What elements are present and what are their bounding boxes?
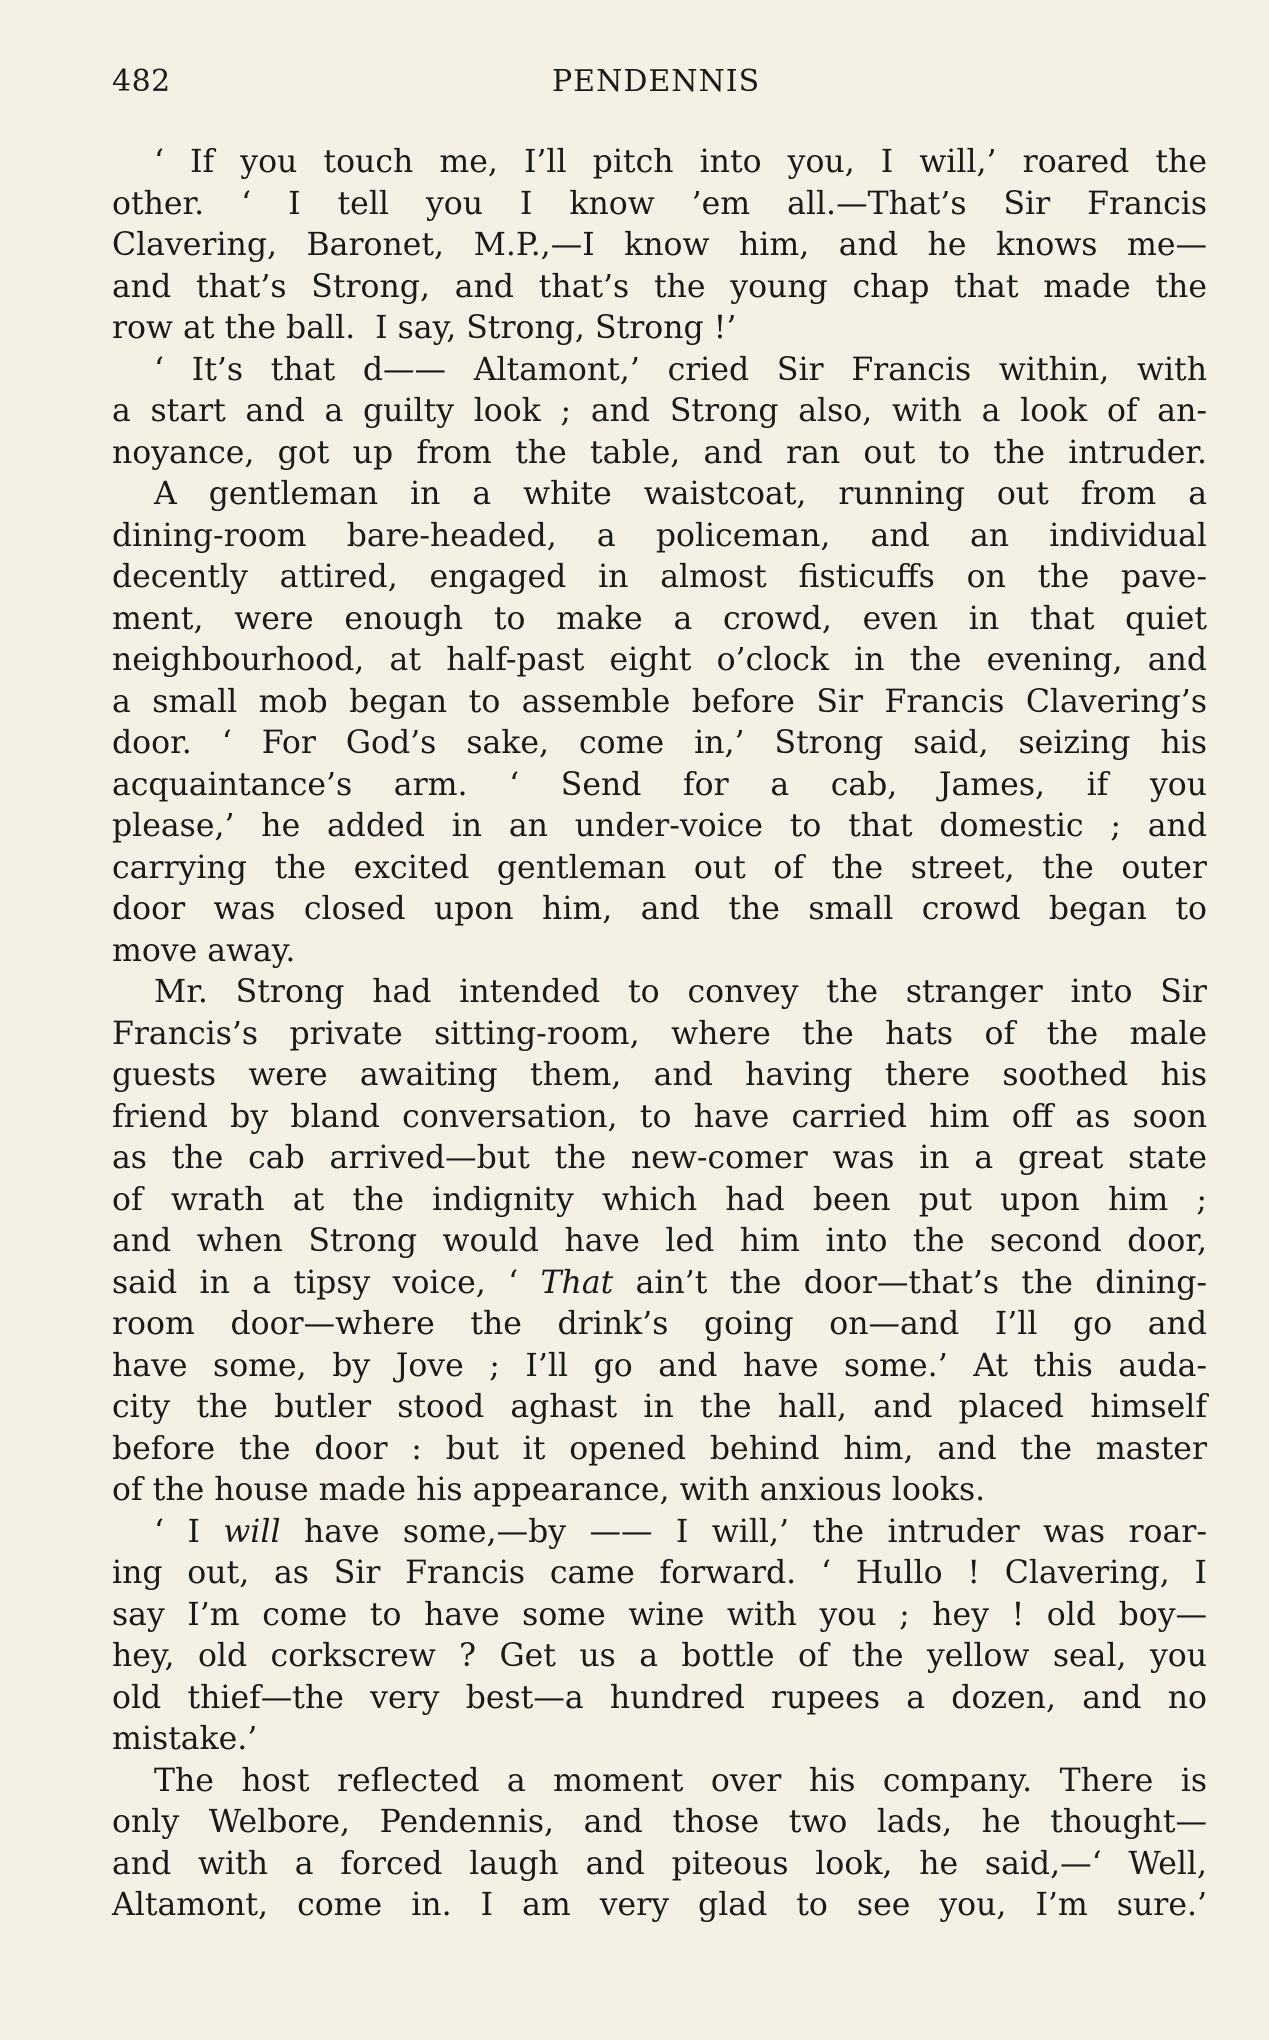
text-line: neighbourhood, at half-past eight o’clock in the evening, and [112,642,1207,678]
text-line: Francis’s private sitting-room, where the hats of the male [112,1015,1207,1052]
text-line: ing out, as Sir Francis came forward. ‘ Hullo ! Clavering, I [112,1555,1207,1591]
text-line: as the cab arrived—but the new-comer was in a great state [112,1140,1207,1176]
text-line: door. ‘ For God’s sake, come in,’ Strong said, seizing his [112,725,1207,761]
text-line: ‘ If you touch me, I’ll pitch into you, I will,’ roared the [154,144,1207,180]
text-line: a small mob began to assemble before Sir Francis Clavering’s [112,683,1207,720]
text-line: friend by bland conversation, to have carried him off as soon [112,1098,1207,1135]
emphasis: will [223,1513,281,1550]
text-line: other. ‘ I tell you I know ’em all.—That’s Sir Francis [112,185,1207,222]
text-line: room door—where the drink’s going on—and I’ll go and [112,1306,1207,1342]
page-number: 482 [112,64,171,99]
text-line: guests were awaiting them, and having there soothed his [112,1057,1207,1093]
text-line: city the butler stood aghast in the hall, and placed himself [112,1389,1207,1425]
text-line: ‘ I will have some,—by —— I will,’ the intruder was roar- [154,1513,1207,1550]
text-line: old thief—the very best—a hundred rupees a dozen, and no [112,1679,1207,1716]
text-line: acquaintance’s arm. ‘ Send for a cab, James, if you [112,766,1207,803]
running-title: PENDENNIS [552,64,761,99]
emphasis: That [540,1264,614,1301]
text-line: please,’ he added in an under-voice to that domestic ; and [112,808,1207,844]
page-header [112,64,1202,104]
text-line: mistake.’ [112,1721,258,1757]
text-line: dining-room bare-headed, a policeman, and an individual [112,517,1207,554]
text-line: say I’m come to have some wine with you ; hey ! old boy— [112,1596,1207,1633]
text-line: door was closed upon him, and the small crowd began to [112,891,1207,927]
text-line: ment, were enough to make a crowd, even in that quiet [112,600,1207,637]
text-line: The host reflected a moment over his company. There is [154,1762,1207,1799]
text-line: A gentleman in a white waistcoat, running out from a [154,476,1207,512]
text-line: and when Strong would have led him into the second door, [112,1223,1207,1259]
text-line: carrying the excited gentleman out of the street, the outer [112,849,1207,886]
text-line: noyance, got up from the table, and ran out to the intruder. [112,434,1207,471]
text-line: decently attired, engaged in almost fisticuffs on the pave- [112,559,1207,595]
body-text [112,142,1207,1927]
text-line: before the door : but it opened behind him, and the master [112,1430,1207,1467]
text-line: Mr. Strong had intended to convey the stranger into Sir [154,974,1207,1010]
text-line: hey, old corkscrew ? Get us a bottle of the yellow seal, you [112,1638,1207,1674]
text-line: Altamont, come in. I am very glad to see you, I’m sure.’ [112,1887,1207,1923]
text-line: and with a forced laugh and piteous look, he said,—‘ Well, [112,1845,1207,1882]
text-line: and that’s Strong, and that’s the young chap that made the [112,268,1207,305]
text-line: row at the ball. I say, Strong, Strong !’ [112,310,737,346]
text-line: of wrath at the indignity which had been put upon him ; [112,1181,1207,1218]
text-line: said in a tipsy voice, ‘ That ain’t the door—that’s the dining- [112,1264,1208,1301]
text-line: of the house made his appearance, with anxious looks. [112,1472,986,1508]
text-line: a start and a guilty look ; and Strong also, with a look of an- [112,393,1207,429]
text-line: only Welbore, Pendennis, and those two lads, he thought— [112,1804,1207,1840]
text-line: move away. [112,932,296,969]
text-line: ‘ It’s that d—— Altamont,’ cried Sir Francis within, with [154,351,1207,388]
text-line: have some, by Jove ; I’ll go and have some.’ At this auda- [112,1347,1207,1384]
text-line: Clavering, Baronet, M.P.,—I know him, and he knows me— [112,227,1207,263]
